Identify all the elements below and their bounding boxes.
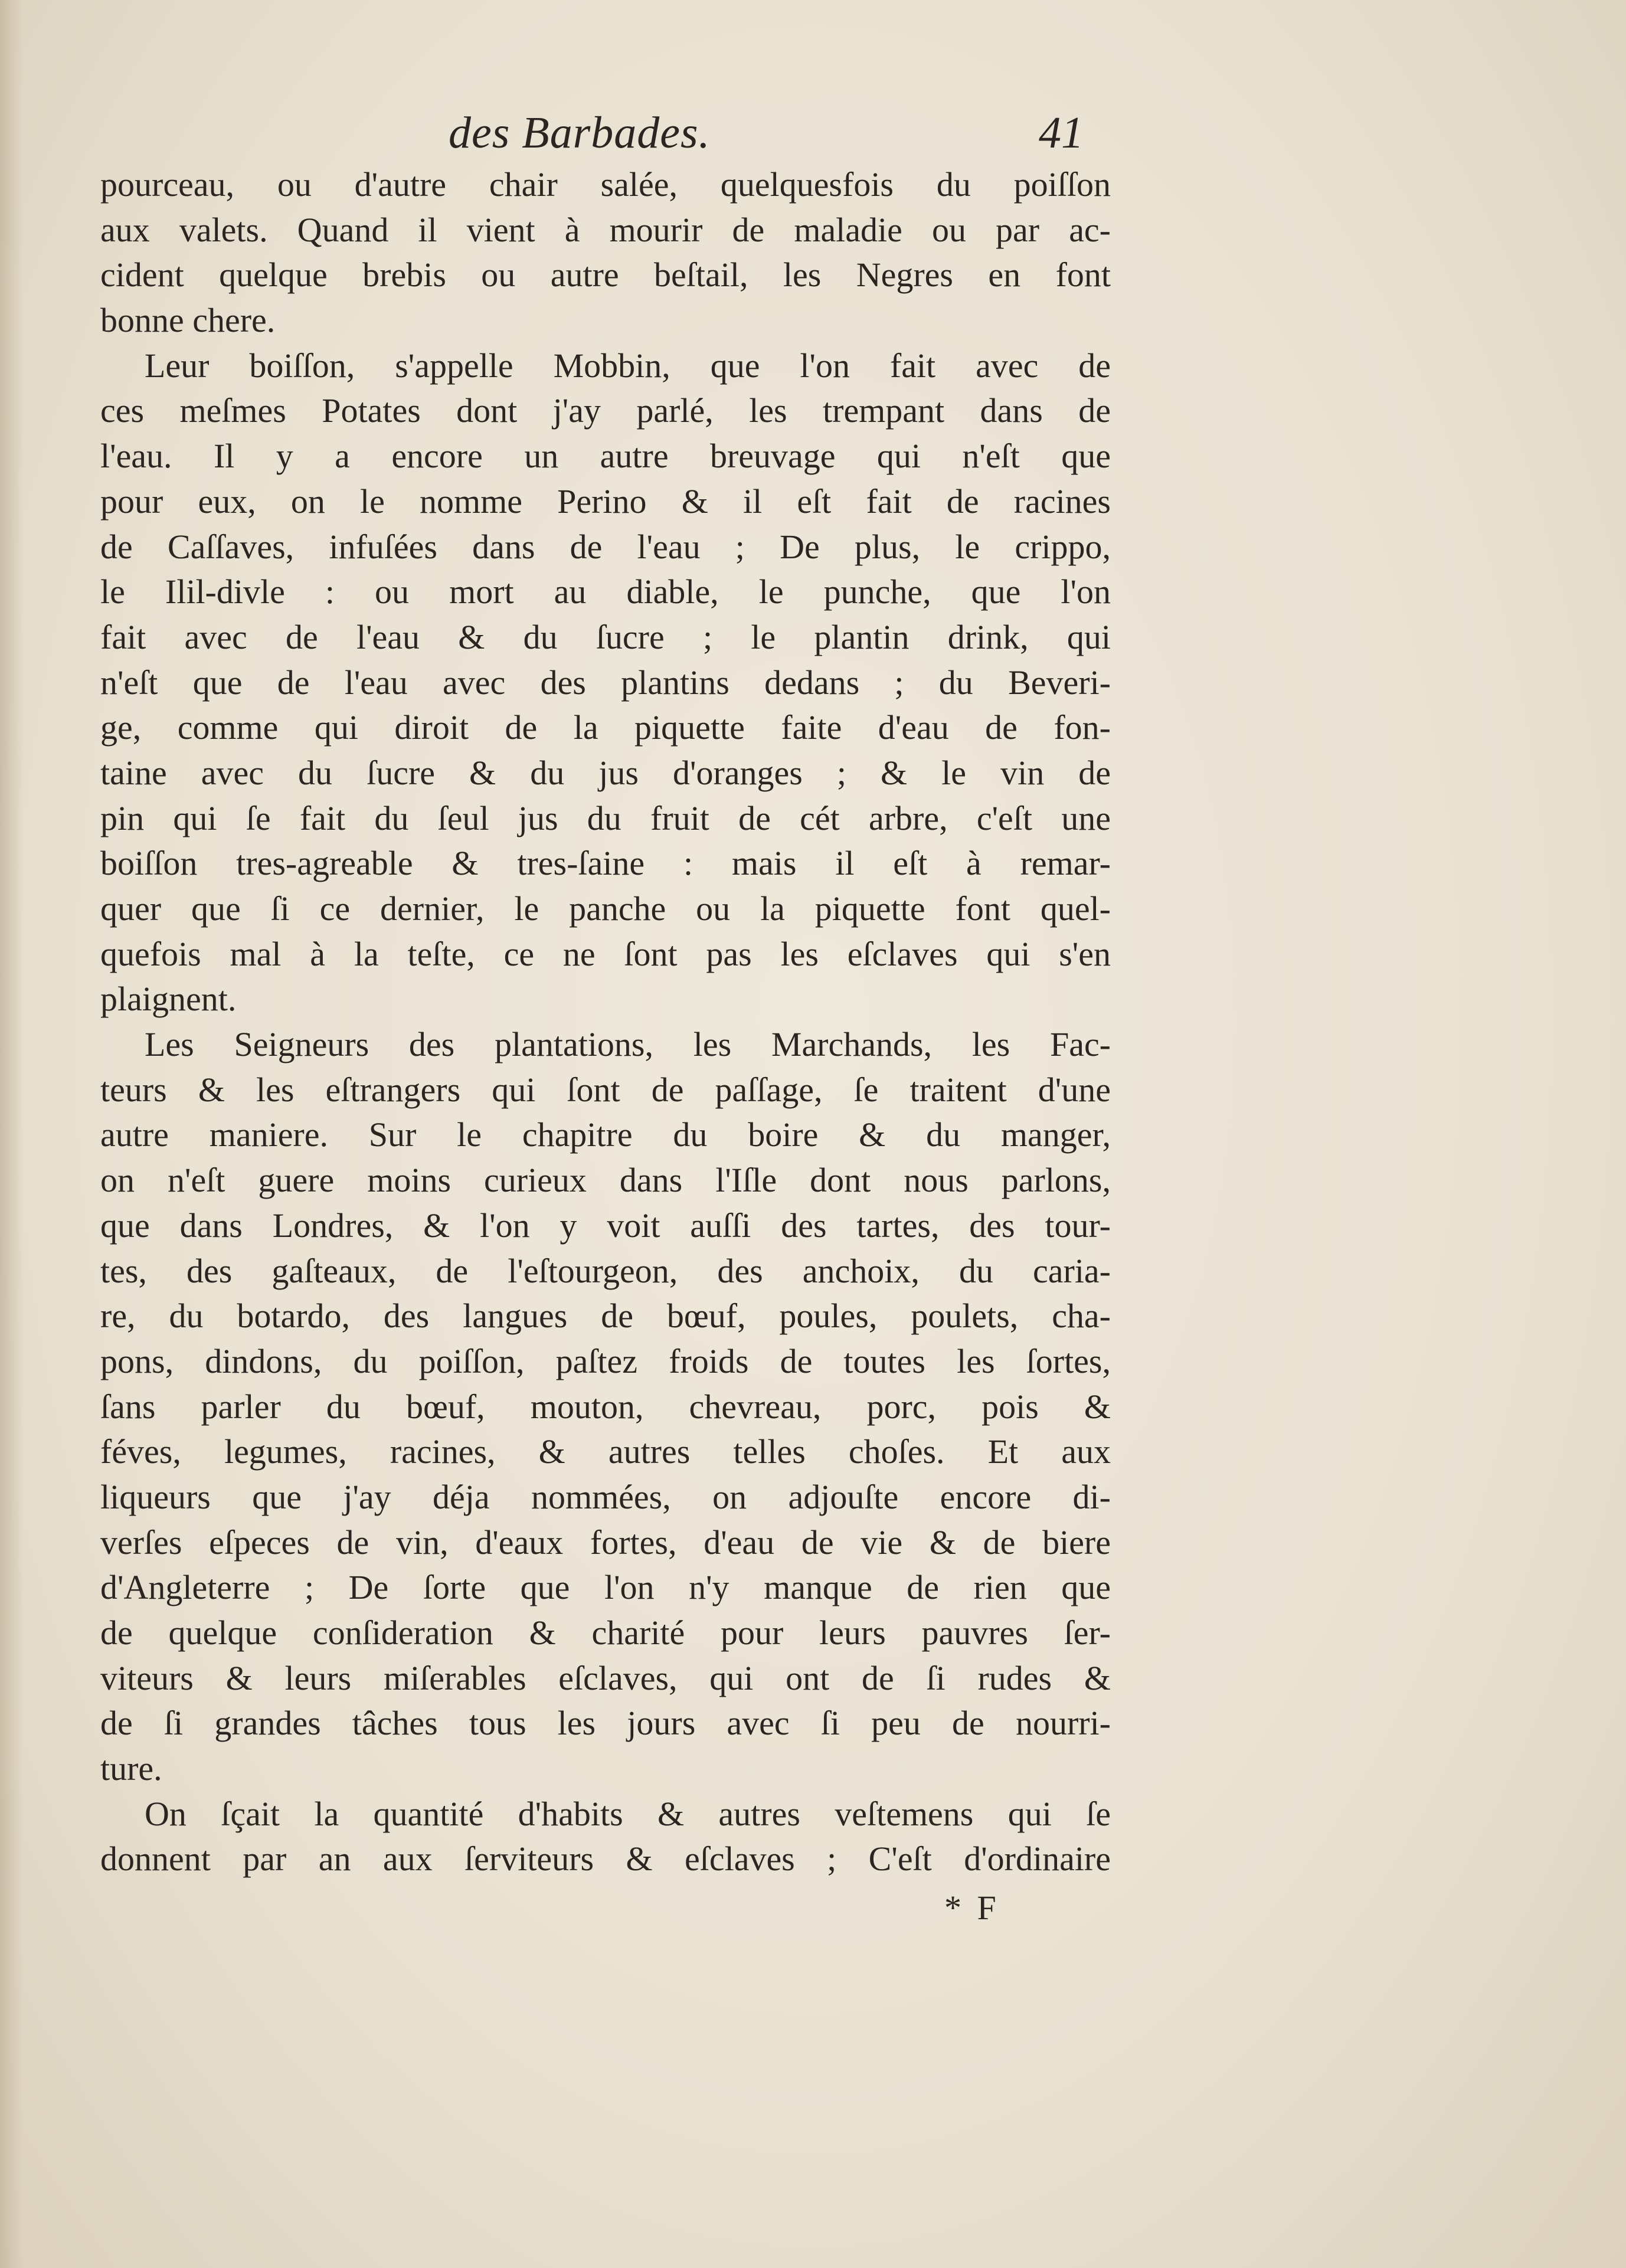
catchword: * F — [944, 1889, 1000, 1927]
text-line: on n'eſt guere moins curieux dans l'Iſle dont nous parlons, — [100, 1161, 1111, 1200]
running-head — [100, 100, 1104, 165]
text-line: de quelque conſideration & charité pour leurs pauvres ſer- — [100, 1614, 1111, 1652]
text-line: de Caſſaves, infuſées dans de l'eau ; De plus, le crippo, — [100, 527, 1111, 566]
text-line: quefois mal à la teſte, ce ne ſont pas les eſclaves qui s'en — [100, 934, 1111, 973]
text-line: taine avec du ſucre & du jus d'oranges ; & le vin de — [100, 753, 1111, 792]
running-title: des Barbades. — [449, 108, 711, 158]
text-line: liqueurs que j'ay déja nommées, on adjouſte encore di- — [100, 1477, 1111, 1516]
text-line: plaignent. — [100, 980, 237, 1019]
text-line: ture. — [100, 1749, 162, 1788]
text-line: teurs & les eſtrangers qui ſont de paſſage, ſe traitent d'une — [100, 1070, 1111, 1109]
text-line: de ſi grandes tâches tous les jours avec ſi peu de nourri- — [100, 1704, 1111, 1743]
text-line: donnent par an aux ſerviteurs & eſclaves ; C'eſt d'ordinaire — [100, 1840, 1111, 1878]
text-line: re, du botardo, des langues de bœuf, poules, poulets, cha- — [100, 1297, 1111, 1336]
text-line: Leur boiſſon, s'appelle Mobbin, que l'on fait avec de — [145, 346, 1111, 385]
text-line: aux valets. Quand il vient à mourir de maladie ou par ac- — [100, 210, 1111, 249]
text-line: tes, des gaſteaux, de l'eſtourgeon, des anchoix, du caria- — [100, 1251, 1111, 1290]
text-line: ſans parler du bœuf, mouton, chevreau, porc, pois & — [100, 1387, 1111, 1426]
text-line: verſes eſpeces de vin, d'eaux fortes, d'eau de vie & de biere — [100, 1523, 1111, 1562]
text-line: d'Angleterre ; De ſorte que l'on n'y manque de rien que — [100, 1568, 1111, 1607]
text-line: boiſſon tres-agreable & tres-ſaine : mais il eſt à remar- — [100, 844, 1111, 883]
text-line: le Ilil-divle : ou mort au diable, le punche, que l'on — [100, 572, 1111, 611]
text-line: n'eſt que de l'eau avec des plantins dedans ; du Beveri- — [100, 663, 1111, 702]
text-line: bonne chere. — [100, 301, 276, 340]
text-line: viteurs & leurs miſerables eſclaves, qui ont de ſi rudes & — [100, 1658, 1111, 1697]
text-line: pour eux, on le nomme Perino & il eſt fait de racines — [100, 482, 1111, 521]
text-line: que dans Londres, & l'on y voit auſſi des tartes, des tour- — [100, 1206, 1111, 1245]
text-line: On ſçait la quantité d'habits & autres veſtemens qui ſe — [145, 1794, 1111, 1833]
text-line: fait avec de l'eau & du ſucre ; le plantin drink, qui — [100, 617, 1111, 656]
text-line: pourceau, ou d'autre chair salée, quelquesfois du poiſſon — [100, 165, 1111, 204]
gutter-shadow — [0, 0, 24, 2268]
text-line: pons, dindons, du poiſſon, paſtez froids de toutes les ſortes, — [100, 1341, 1111, 1380]
page-number: 41 — [1039, 108, 1084, 158]
text-line: féves, legumes, racines, & autres telles choſes. Et aux — [100, 1432, 1111, 1471]
text-line: pin qui ſe fait du ſeul jus du fruit de cét arbre, c'eſt une — [100, 798, 1111, 837]
text-line: quer que ſi ce dernier, le panche ou la piquette font quel- — [100, 889, 1111, 928]
text-line: ces meſmes Potates dont j'ay parlé, les trempant dans de — [100, 391, 1111, 430]
text-line: ge, comme qui diroit de la piquette faite d'eau de fon- — [100, 708, 1111, 747]
text-line: autre maniere. Sur le chapitre du boire & du manger, — [100, 1115, 1111, 1154]
body-text — [100, 162, 1111, 1882]
text-line: Les Seigneurs des plantations, les Marchands, les Fac- — [145, 1025, 1111, 1064]
text-line: l'eau. Il y a encore un autre breuvage qui n'eſt que — [100, 437, 1111, 476]
text-line: cident quelque brebis ou autre beſtail, les Negres en font — [100, 256, 1111, 294]
